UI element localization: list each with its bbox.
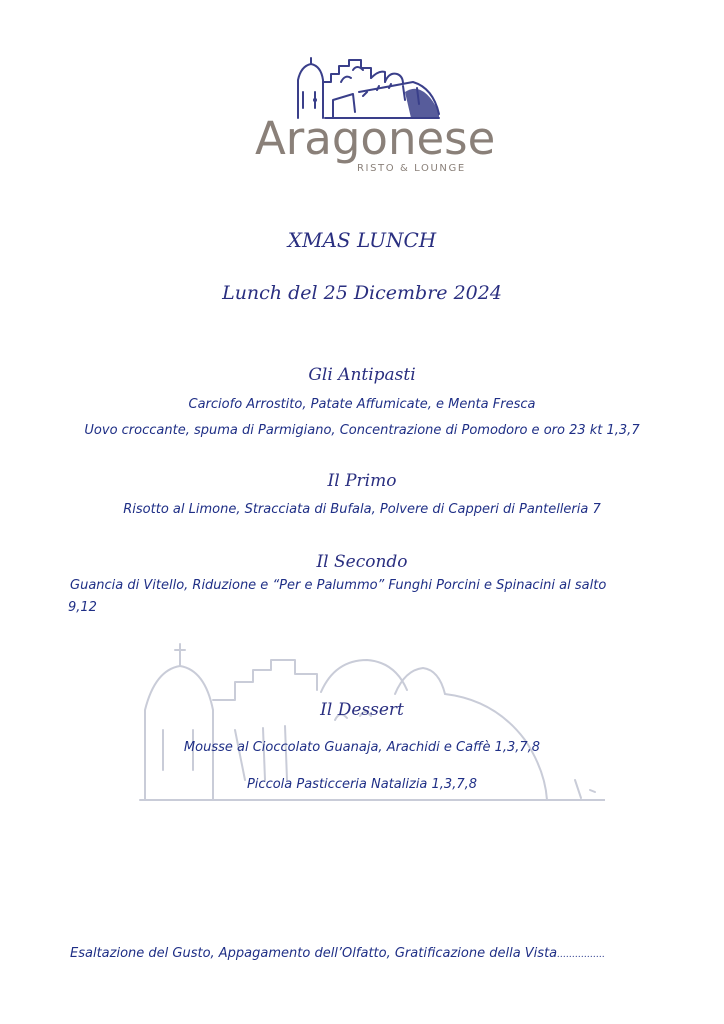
menu-item: Carciofo Arrostito, Patate Affumicate, e Menta Fresca	[188, 397, 536, 412]
footer-dots: …………….	[557, 950, 606, 960]
menu-title: XMAS LUNCH	[287, 228, 437, 252]
menu-item: Risotto al Limone, Stracciata di Bufala, Polvere di Capperi di Pantelleria 7	[123, 502, 601, 517]
section-heading-dessert: Il Dessert	[320, 700, 404, 720]
section-heading-primo: Il Primo	[327, 471, 397, 491]
footer-text: Esaltazione del Gusto, Appagamento dell’Olfatto, Gratificazione della Vista	[70, 946, 558, 961]
brand-name: Aragonese	[255, 112, 496, 165]
menu-item: Piccola Pasticceria Natalizia 1,3,7,8	[246, 777, 478, 792]
footer-tagline	[70, 946, 670, 961]
section-heading-secondo: Il Secondo	[316, 552, 408, 572]
restaurant-logo	[255, 52, 496, 177]
menu-item: Guancia di Vitello, Riduzione e “Per e Palummo” Funghi Porcini e Spinacini al salto	[70, 578, 607, 593]
brand-subtitle: RISTO & LOUNGE	[357, 163, 466, 174]
menu-item: Uovo croccante, spuma di Parmigiano, Concentrazione di Pomodoro e oro 23 kt 1,3,7	[84, 423, 640, 438]
section-heading-antipasti: Gli Antipasti	[308, 365, 416, 385]
menu-item: Mousse al Cioccolato Guanaja, Arachidi e Caffè 1,3,7,8	[183, 740, 541, 755]
menu-item-allergens: 9,12	[68, 600, 97, 615]
menu-date: Lunch del 25 Dicembre 2024	[222, 282, 502, 304]
